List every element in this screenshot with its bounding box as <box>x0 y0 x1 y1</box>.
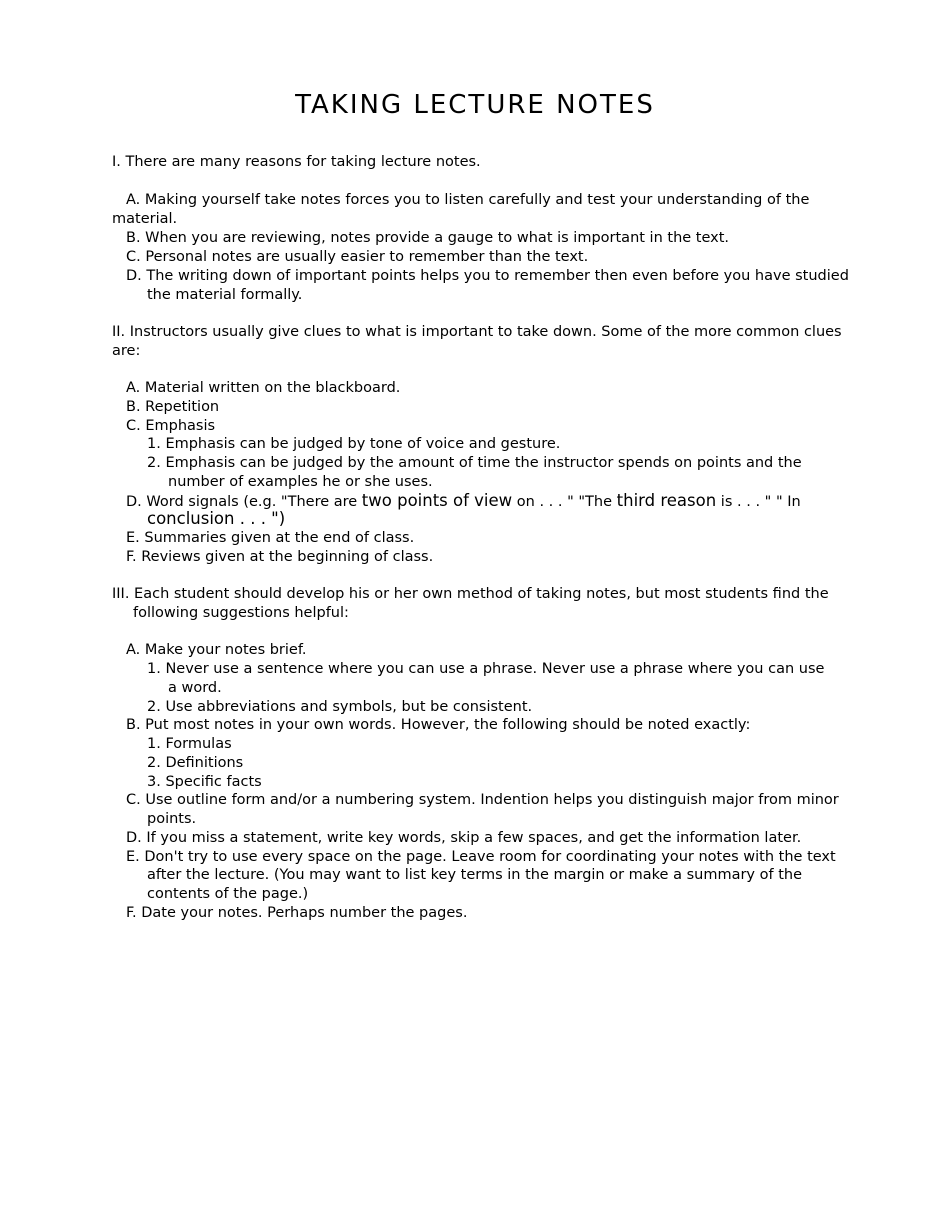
section-1-item-b: B. When you are reviewing, notes provide a gauge to what is important in the text. <box>126 230 730 246</box>
section-3-item-e-cont: after the lecture. (You may want to list key terms in the margin or make a summary of the <box>147 867 802 883</box>
word-signals-text: D. Word signals (e.g. "There are <box>126 494 362 510</box>
section-1-item-a: A. Making yourself take notes forces you to listen carefully and test your understanding of the <box>126 192 810 208</box>
section-1-item-d-cont: the material formally. <box>147 287 303 303</box>
section-3-item-b2: 2. Definitions <box>147 755 244 771</box>
section-3-item-b1: 1. Formulas <box>147 736 232 752</box>
section-2-item-e: E. Summaries given at the end of class. <box>126 530 415 546</box>
section-3-item-a1-cont: a word. <box>168 680 222 696</box>
section-3-item-a: A. Make your notes brief. <box>126 642 307 658</box>
section-3-item-c: C. Use outline form and/or a numbering system. Indention helps you distinguish major from minor <box>126 792 839 808</box>
section-2-item-c: C. Emphasis <box>126 418 216 434</box>
page-title: TAKING LECTURE NOTES <box>295 90 655 120</box>
section-3-item-a1: 1. Never use a sentence where you can use a phrase. Never use a phrase where you can use <box>147 661 825 677</box>
section-3-item-c-cont: points. <box>147 811 197 827</box>
example-phrase: third reason <box>616 491 717 510</box>
section-3-item-e: E. Don't try to use every space on the page. Leave room for coordinating your notes with the text <box>126 849 836 865</box>
section-3-heading: III. Each student should develop his or her own method of taking notes, but most students find the <box>112 586 829 602</box>
section-1-item-c: C. Personal notes are usually easier to remember than the text. <box>126 249 589 265</box>
section-2-item-c2-cont: number of examples he or she uses. <box>168 474 433 490</box>
section-3-item-a2: 2. Use abbreviations and symbols, but be consistent. <box>147 699 533 715</box>
section-3-item-b: B. Put most notes in your own words. However, the following should be noted exactly: <box>126 717 751 733</box>
word-signals-text: is . . . " " In <box>716 494 801 510</box>
section-1-item-a-cont: material. <box>112 211 178 227</box>
section-2-item-f: F. Reviews given at the beginning of class. <box>126 549 434 565</box>
word-signals-text: on . . . " "The <box>512 494 617 510</box>
section-2-heading: II. Instructors usually give clues to what is important to take down. Some of the more common clues <box>112 324 842 340</box>
section-2-item-a: A. Material written on the blackboard. <box>126 380 401 396</box>
section-2-heading-cont: are: <box>112 343 141 359</box>
section-2-item-d-cont: conclusion . . . ") <box>147 509 286 528</box>
section-3-item-b3: 3. Specific facts <box>147 774 262 790</box>
section-1-item-d: D. The writing down of important points helps you to remember then even before you have studied <box>126 268 849 284</box>
section-2-item-c2: 2. Emphasis can be judged by the amount of time the instructor spends on points and the <box>147 455 802 471</box>
section-2-item-c1: 1. Emphasis can be judged by tone of voice and gesture. <box>147 436 561 452</box>
section-3-heading-cont: following suggestions helpful: <box>133 605 349 621</box>
section-3-item-f: F. Date your notes. Perhaps number the pages. <box>126 905 468 921</box>
section-1-heading: I. There are many reasons for taking lecture notes. <box>112 154 481 170</box>
section-3-item-e-cont: contents of the page.) <box>147 886 309 902</box>
section-2-item-b: B. Repetition <box>126 399 220 415</box>
example-phrase: two points of view <box>361 491 513 510</box>
section-3-item-d: D. If you miss a statement, write key words, skip a few spaces, and get the information later. <box>126 830 802 846</box>
